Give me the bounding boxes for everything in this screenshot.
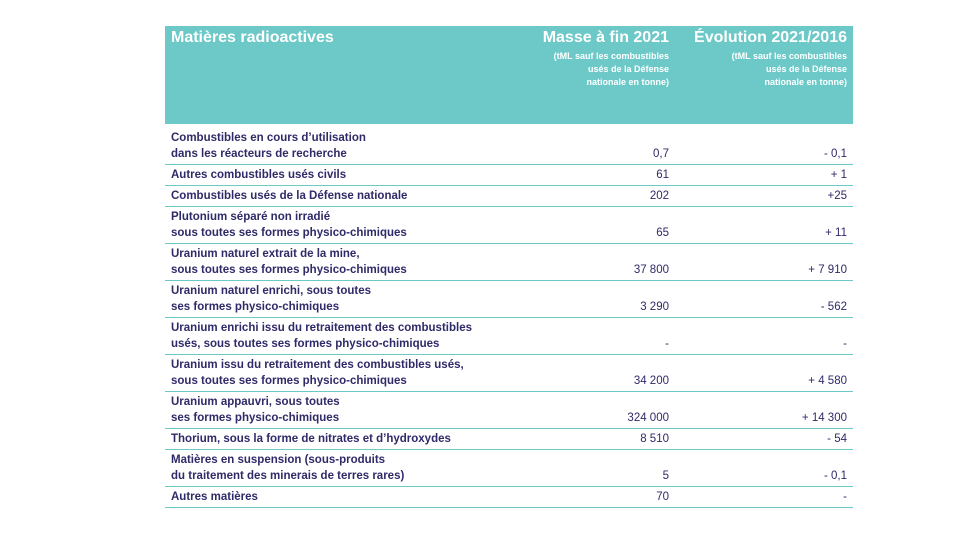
mass-value: 5 — [513, 450, 675, 487]
material-label — [165, 429, 513, 450]
header-mass-unit-1: (tML sauf les combustibles — [553, 51, 669, 61]
material-label-line-2: sous toutes ses formes physico-chimiques — [171, 227, 407, 239]
table-row — [165, 128, 853, 165]
mass-value: 324 000 — [513, 392, 675, 429]
mass-value: 37 800 — [513, 244, 675, 281]
header-materials-label: Matières radioactives — [171, 29, 334, 46]
material-label-line-1: Autres combustibles usés civils — [171, 169, 347, 181]
material-label-line-2: du traitement des minerais de terres rares) — [171, 470, 405, 482]
material-label-line-1: Matières en suspension (sous-produits — [171, 454, 386, 466]
material-label-line-2: ses formes physico-chimiques — [171, 412, 340, 424]
table-row — [165, 392, 853, 429]
evolution-value: +25 — [675, 186, 853, 207]
table-row — [165, 450, 853, 487]
material-label — [165, 207, 513, 244]
evolution-value: + 1 — [675, 165, 853, 186]
material-label — [165, 487, 513, 508]
material-label — [165, 450, 513, 487]
material-label — [165, 355, 513, 392]
table-row — [165, 487, 853, 508]
material-label — [165, 244, 513, 281]
evolution-value: - 54 — [675, 429, 853, 450]
material-label-line-1: Plutonium séparé non irradié — [171, 211, 331, 223]
mass-value: 34 200 — [513, 355, 675, 392]
header-evolution-unit-2: usés de la Défense — [765, 64, 847, 74]
header-evolution-unit-1: (tML sauf les combustibles — [731, 51, 847, 61]
material-label-line-2: sous toutes ses formes physico-chimiques — [171, 375, 407, 387]
evolution-value: + 7 910 — [675, 244, 853, 281]
evolution-value: - 562 — [675, 281, 853, 318]
material-label-line-1: Combustibles en cours d’utilisation — [171, 132, 366, 144]
mass-value: 202 — [513, 186, 675, 207]
material-label-line-1: Uranium appauvri, sous toutes — [171, 396, 340, 408]
material-label — [165, 186, 513, 207]
mass-value: - — [513, 318, 675, 355]
evolution-value: + 14 300 — [675, 392, 853, 429]
table-row — [165, 355, 853, 392]
material-label-line-1: Uranium naturel extrait de la mine, — [171, 248, 360, 260]
evolution-value: + 11 — [675, 207, 853, 244]
table-body — [165, 124, 853, 508]
radioactive-materials-table-container — [165, 26, 847, 508]
evolution-value: + 4 580 — [675, 355, 853, 392]
evolution-value: - 0,1 — [675, 450, 853, 487]
material-label — [165, 165, 513, 186]
header-mass-unit-2: usés de la Défense — [587, 64, 669, 74]
table-row — [165, 165, 853, 186]
table-row — [165, 429, 853, 450]
material-label-line-2: dans les réacteurs de recherche — [171, 148, 347, 160]
mass-value: 3 290 — [513, 281, 675, 318]
material-label-line-1: Uranium issu du retraitement des combustibles usés, — [171, 359, 464, 371]
radioactive-materials-table — [165, 26, 853, 508]
header-row — [165, 26, 853, 124]
table-row — [165, 281, 853, 318]
mass-value: 70 — [513, 487, 675, 508]
material-label-line-2: sous toutes ses formes physico-chimiques — [171, 264, 407, 276]
material-label-line-1: Uranium naturel enrichi, sous toutes — [171, 285, 372, 297]
table-row — [165, 207, 853, 244]
material-label-line-1: Combustibles usés de la Défense nationale — [171, 190, 408, 202]
evolution-value: - — [675, 487, 853, 508]
mass-value: 8 510 — [513, 429, 675, 450]
mass-value: 0,7 — [513, 128, 675, 165]
table-row — [165, 186, 853, 207]
table-header — [165, 26, 853, 124]
header-mass-unit-3: nationale en tonne) — [586, 77, 669, 87]
material-label — [165, 392, 513, 429]
header-evolution-label: Évolution 2021/2016 — [694, 29, 847, 46]
table-row — [165, 318, 853, 355]
evolution-value: - — [675, 318, 853, 355]
header-mass — [513, 26, 675, 124]
header-materials — [165, 26, 513, 124]
table-row — [165, 244, 853, 281]
material-label-line-1: Uranium enrichi issu du retraitement des combustibles — [171, 322, 472, 334]
material-label-line-1: Thorium, sous la forme de nitrates et d’hydroxydes — [171, 433, 451, 445]
material-label — [165, 318, 513, 355]
evolution-value: - 0,1 — [675, 128, 853, 165]
material-label-line-1: Autres matières — [171, 491, 258, 503]
material-label — [165, 128, 513, 165]
header-mass-label: Masse à fin 2021 — [542, 29, 669, 46]
mass-value: 61 — [513, 165, 675, 186]
header-evolution-unit-3: nationale en tonne) — [764, 77, 847, 87]
material-label — [165, 281, 513, 318]
header-evolution — [675, 26, 853, 124]
mass-value: 65 — [513, 207, 675, 244]
material-label-line-2: usés, sous toutes ses formes physico-chimiques — [171, 338, 440, 350]
material-label-line-2: ses formes physico-chimiques — [171, 301, 340, 313]
